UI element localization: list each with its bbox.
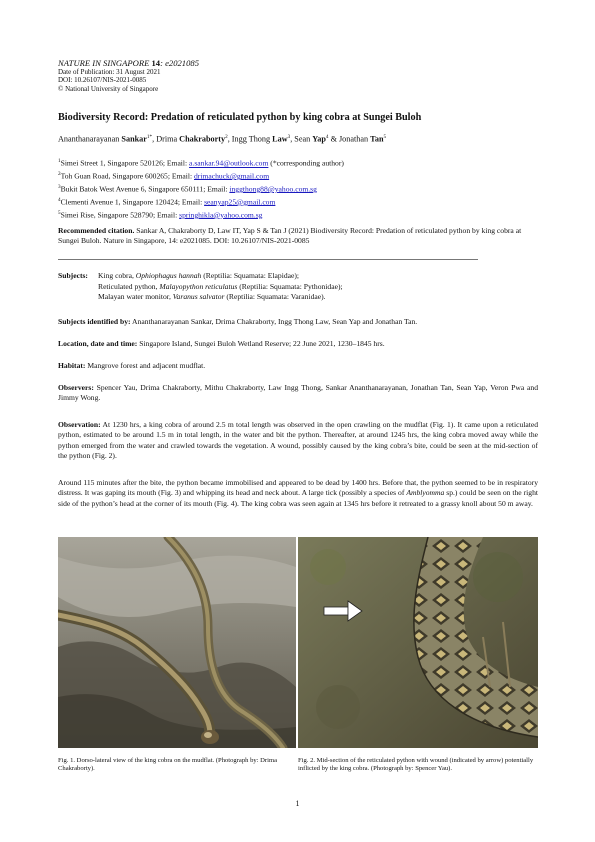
article-title: Biodiversity Record: Predation of reticulated python by king cobra at Sungei Buloh (58, 112, 422, 123)
figure-1-photo (58, 537, 296, 748)
author-surname: Law (272, 134, 288, 144)
email-link[interactable]: a.sankar.94@outlook.com (189, 158, 269, 168)
affiliation: $^5$Simei Rise, Singapore 528790; Email: springhikla@yahoo.com.sg (58, 209, 263, 220)
affiliations (58, 156, 538, 221)
affiliation: $^2$Toh Guan Road, Singapore 600265; Email: drimachuck@gmail.com (58, 170, 270, 181)
email-link[interactable]: drimachuck@gmail.com (194, 171, 270, 181)
author-surname: Yap (312, 134, 326, 144)
figure-2-caption: Fig. 2. Mid-section of the reticulated python with wound (indicated by arrow) potentially inflicted by the king cobra. (Photograph by: Spencer Yau). (298, 757, 534, 773)
subjects-label: Subjects: (58, 271, 88, 280)
author-surname: Sankar (121, 134, 147, 144)
identified-by: Subjects identified by: Ananthanarayanan Sankar, Drima Chakraborty, Ingg Thong Law, Sean Yap and Jonathan Tan. (58, 317, 418, 326)
copyright: © National University of Singapore (58, 84, 159, 93)
observation-paragraph: Observation: At 1230 hrs, a king cobra of around 2.5 m total length was observed in the open crawling on the mudflat (Fig. 1). It came upon a reticulated python, estimated to be around 1.5 m in total length, in the water and bit the python. Thereafter, at around 1245 hrs, the king cobra moved away while the python emerged from the water and crawled towards the vegetation. A wound, possibly caused by the king cobra’s bite, could be seen at the mid-section of the python (Fig. 2). (58, 420, 538, 461)
author-list: Ananthanarayanan Sankar$^{1*}$, Drima Chakraborty$^2$, Ingg Thong Law$^3$, Sean Yap$^4$ & Jonathan Tan$^5$ (58, 134, 387, 144)
recommended-citation: Recommended citation. Sankar A, Chakraborty D, Law IT, Yap S & Tan J (2021) Biodiversity Record: Predation of reticulated python by king cobra at Sungei Buloh. Nature in Singapore, 14: e2021085. DOI: 10.26107/NIS-2021-0085 (58, 226, 522, 246)
location-date-time: Location, date and time: Singapore Island, Sungei Buloh Wetland Reserve; 22 June 2021, 1230–1845 hrs. (58, 339, 385, 348)
king-cobra-photo (58, 537, 296, 748)
subjects-block: Subjects: King cobra, Ophiophagus hannah (Reptilia: Squamata: Elapidae); Reticulated python, Malayopython reticulatus (Reptilia: Squamata: Pythonidae); Malayan water monitor, Varanus salvator (Reptilia: Squamata: Varanidae). (58, 271, 343, 302)
email-link[interactable]: seanyap25@gmail.com (204, 197, 276, 207)
publication-date: Date of Publication: 31 August 2021 (58, 68, 161, 76)
body-paragraph: Around 115 minutes after the bite, the python became immobilised and appeared to be dead by 1400 hrs. Before that, the python seemed to be in respiratory distress. It was gaping its mouth (Fig. 3) and whipping its head and neck about. A large tick (possibly a species of Amblyomma sp.) could be seen on the right side of the python’s head at the corner of its mouth (Fig. 4). The king cobra was seen again at 1345 hrs before it retreated to a grassy knoll about 50 m away. (58, 478, 538, 508)
python-wound-photo (298, 537, 538, 748)
journal-volume: 14 (149, 58, 161, 68)
doi: DOI: 10.26107/NIS-2021-0085 (58, 76, 147, 85)
journal-header (58, 58, 538, 93)
habitat: Habitat: Mangrove forest and adjacent mudflat. (58, 361, 206, 370)
email-link[interactable]: inggthong88@yahoo.com.sg (229, 184, 317, 194)
affiliation: $^4$Clementi Avenue 1, Singapore 120424; Email: seanyap25@gmail.com (58, 196, 276, 207)
affiliation: $^3$Bukit Batok West Avenue 6, Singapore 650111; Email: inggthong88@yahoo.com.sg (58, 183, 317, 194)
journal-name: NATURE IN SINGAPORE (58, 58, 150, 68)
divider (58, 259, 478, 260)
page-number: 1 (295, 799, 300, 808)
figure-2-photo (298, 537, 538, 748)
email-link[interactable]: springhikla@yahoo.com.sg (179, 210, 263, 220)
author-surname: Tan (370, 134, 384, 144)
observers: Observers: Spencer Yau, Drima Chakraborty, Mithu Chakraborty, Law Ingg Thong, Sankar Ananthanarayanan, Jonathan Tan, Sean Yap, Veron Pwa and Jimmy Wong. (58, 383, 538, 403)
author-surname: Chakraborty (179, 134, 226, 144)
article-id: : e2021085 (160, 58, 199, 68)
figure-1-caption: Fig. 1. Dorso-lateral view of the king cobra on the mudflat. (Photograph by: Drima Chakraborty). (58, 757, 278, 773)
affiliation: $^1$Simei Street 1, Singapore 520126; Email: a.sankar.94@outlook.com (*corresponding author) (58, 158, 344, 168)
